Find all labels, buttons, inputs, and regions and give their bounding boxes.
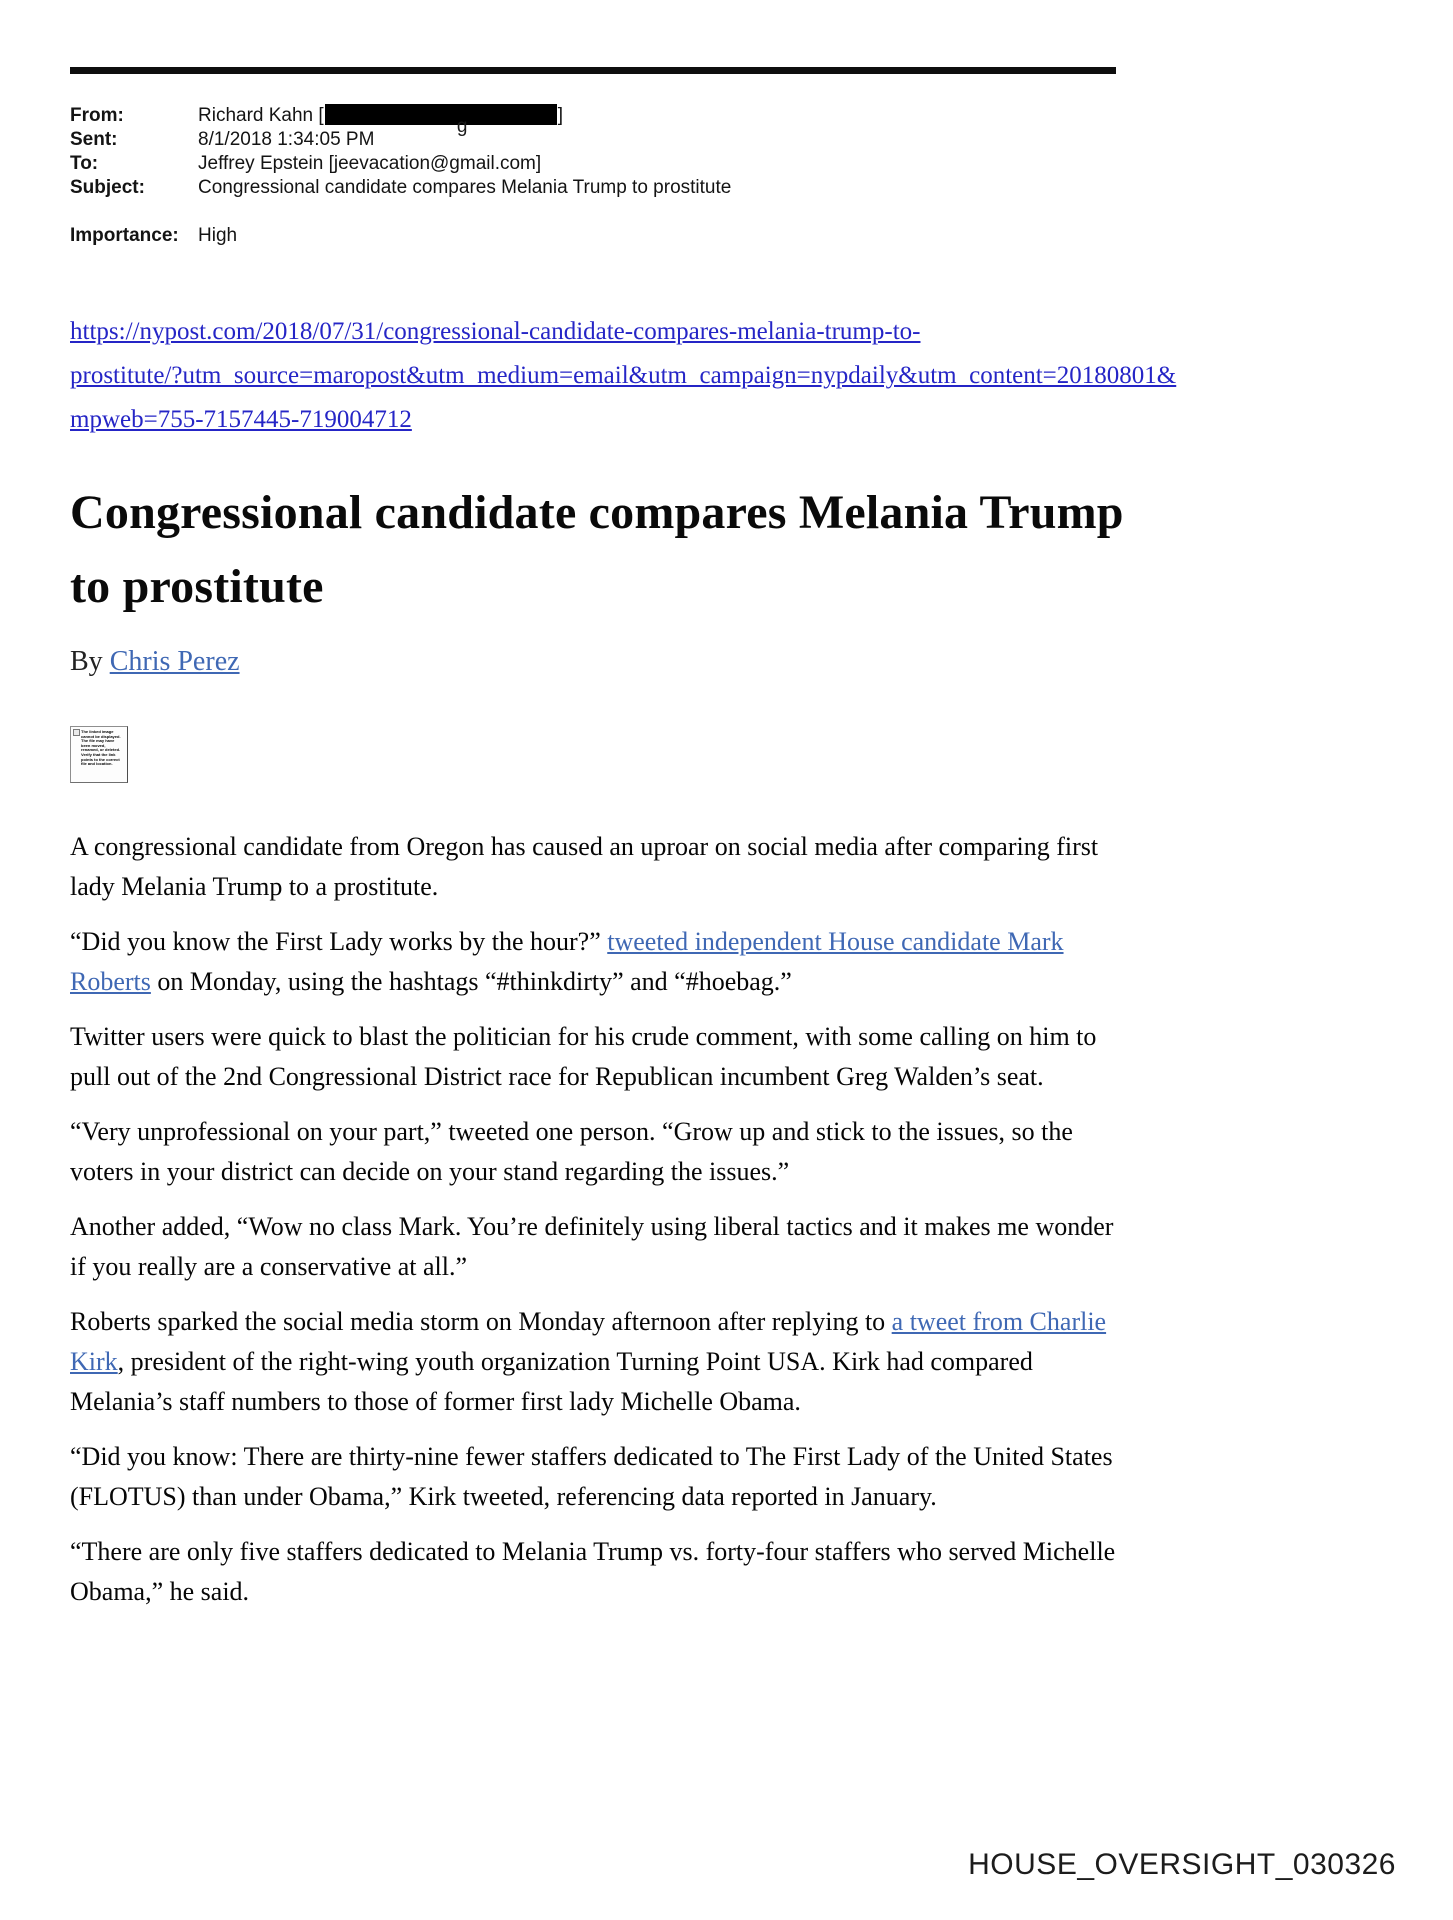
article-url-line-3[interactable]: mpweb=755-7157445-719004712: [70, 406, 412, 433]
redaction-peek-glyph: g: [456, 116, 468, 137]
sent-value: 8/1/2018 1:34:05 PM: [198, 129, 375, 150]
article-paragraph: [70, 1302, 1125, 1422]
article-url-line-1[interactable]: https://nypost.com/2018/07/31/congressional-candidate-compares-melania-trump-to-: [70, 318, 921, 345]
article-paragraphs: [70, 827, 1125, 1612]
paragraph-text: “There are only five staffers dedicated to Melania Trump vs. forty-four staffers who served Michelle Obama,” he said.: [70, 1537, 1116, 1606]
importance-label: Importance:: [70, 225, 179, 246]
email-header-importance-row: [70, 224, 1125, 248]
broken-image-placeholder-text: The linked image cannot be displayed. The file may have been moved, renamed, or deleted. Verify that the link points to the correct file and location.: [81, 729, 121, 767]
article-paragraph: [70, 827, 1125, 907]
article-headline: Congressional candidate compares Melania Trump to prostitute: [70, 486, 1124, 613]
byline-prefix: By: [70, 646, 110, 677]
article-paragraph: [70, 1532, 1125, 1612]
from-label: From:: [70, 105, 124, 126]
paragraph-text: “Very unprofessional on your part,” tweeted one person. “Grow up and stick to the issues, so the voters in your district can decide on your stand regarding the issues.”: [70, 1117, 1073, 1186]
article-byline: [70, 646, 1125, 678]
paragraph-text: , president of the right-wing youth organization Turning Point USA. Kirk had compared Melania’s staff numbers to those of former first lady Michelle Obama.: [70, 1347, 1033, 1416]
from-value: [198, 104, 563, 137]
from-value-prefix: Richard Kahn [: [198, 105, 324, 126]
email-header-to-row: [70, 152, 1125, 176]
byline-author-link[interactable]: Chris Perez: [109, 646, 240, 677]
email-header-subject-row: [70, 176, 1125, 200]
from-value-suffix: ]: [557, 105, 563, 126]
to-value: Jeffrey Epstein [jeevacation@gmail.com]: [198, 153, 542, 174]
email-header-sent-row: [70, 128, 1125, 152]
email-header: [70, 104, 1125, 248]
article-inline-link[interactable]: a tweet from Charlie Kirk: [70, 1307, 1107, 1376]
email-header-from-row: [70, 104, 1125, 137]
article-url-line-2[interactable]: prostitute/?utm_source=maropost&utm_medium=email&utm_campaign=nypdaily&utm_content=20180801&: [70, 362, 1177, 389]
article-paragraph: [70, 922, 1125, 1002]
article-paragraph: [70, 1207, 1125, 1287]
article-url: [70, 310, 1177, 442]
article-paragraph: [70, 1017, 1125, 1097]
paragraph-text: Twitter users were quick to blast the politician for his crude comment, with some calling on him to pull out of the 2nd Congressional District race for Republican incumbent Greg Walden’s seat.: [70, 1022, 1097, 1091]
article-paragraph: [70, 1112, 1125, 1192]
importance-value: High: [198, 225, 238, 246]
sent-label: Sent:: [70, 129, 118, 150]
paragraph-text: Another added, “Wow no class Mark. You’re definitely using liberal tactics and it makes me wonder if you really are a conservative at all.”: [70, 1212, 1114, 1281]
paragraph-text: “Did you know: There are thirty-nine fewer staffers dedicated to The First Lady of the United States (FLOTUS) than under Obama,” Kirk tweeted, referencing data reported in January.: [70, 1442, 1113, 1511]
content-column: [70, 0, 1177, 1612]
bates-stamp: HOUSE_OVERSIGHT_030326: [968, 1848, 1396, 1881]
subject-label: Subject:: [70, 177, 145, 198]
article-paragraph: [70, 1437, 1125, 1517]
paragraph-text: “Did you know the First Lady works by the hour?”: [70, 927, 608, 956]
broken-image-icon: [73, 729, 80, 736]
header-divider: [70, 67, 1116, 74]
paragraph-text: A congressional candidate from Oregon has caused an uproar on social media after comparing first lady Melania Trump to a prostitute.: [70, 832, 1099, 901]
article-url-link[interactable]: [70, 310, 1177, 442]
broken-image-placeholder: [70, 726, 128, 783]
paragraph-text: on Monday, using the hashtags “#thinkdirty” and “#hoebag.”: [150, 967, 792, 996]
redaction-bar: [325, 104, 557, 137]
subject-value: Congressional candidate compares Melania Trump to prostitute: [198, 177, 732, 198]
paragraph-text: Roberts sparked the social media storm on Monday afternoon after replying to: [70, 1307, 892, 1336]
to-label: To:: [70, 153, 99, 174]
article-inline-link[interactable]: tweeted independent House candidate Mark Roberts: [70, 927, 1064, 996]
